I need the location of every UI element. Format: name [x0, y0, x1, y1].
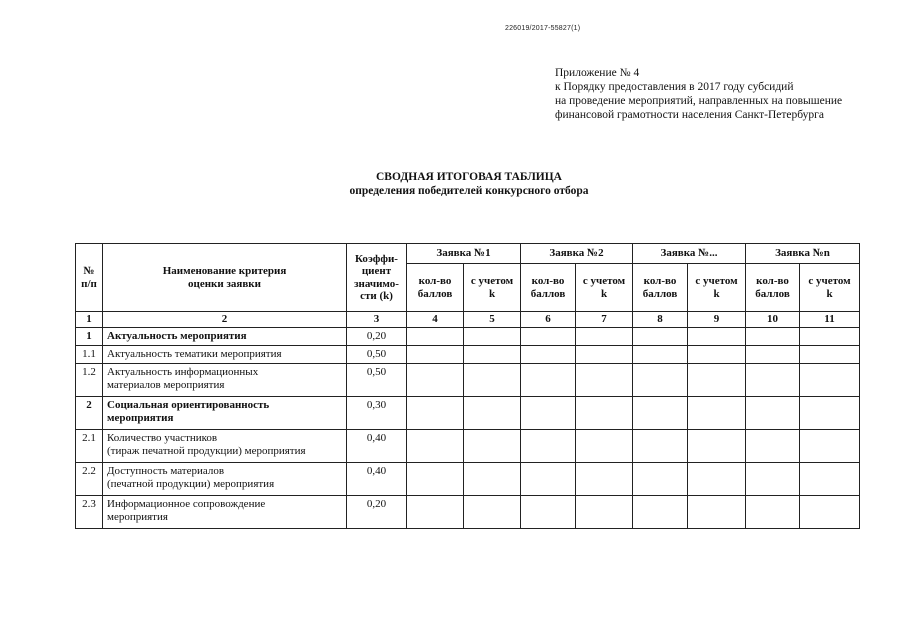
coefficient-value: 0,30 — [347, 397, 407, 430]
criterion-name — [103, 328, 347, 346]
header-points-line: баллов — [530, 287, 566, 300]
row-number: 2.1 — [76, 430, 103, 463]
header-with-k-line: с учетом — [695, 275, 738, 287]
criterion-name-line: Актуальность тематики мероприятия — [107, 348, 282, 360]
header-points — [521, 264, 576, 312]
weighted-cell[interactable] — [688, 397, 746, 430]
weighted-cell[interactable] — [688, 463, 746, 496]
header-coef-line: циент — [361, 265, 392, 277]
appendix-line: финансовой грамотности населения Санкт-Петербурга — [555, 109, 824, 121]
weighted-cell[interactable] — [576, 328, 633, 346]
weighted-cell[interactable] — [464, 346, 521, 364]
points-cell[interactable] — [407, 328, 464, 346]
weighted-cell[interactable] — [800, 397, 860, 430]
points-cell[interactable] — [407, 346, 464, 364]
column-index: 9 — [688, 312, 746, 328]
header-with-k — [464, 264, 521, 312]
title-sub: определения победителей конкурсного отбора — [349, 185, 589, 197]
column-index: 2 — [103, 312, 347, 328]
column-index: 11 — [800, 312, 860, 328]
table-row — [76, 364, 860, 397]
weighted-cell[interactable] — [464, 496, 521, 529]
header-with-k-line: k — [713, 287, 720, 300]
criterion-name-line: Актуальность информационных — [107, 366, 259, 378]
table-row — [76, 463, 860, 496]
weighted-cell[interactable] — [576, 397, 633, 430]
header-points-line: кол-во — [643, 275, 677, 287]
weighted-cell[interactable] — [800, 463, 860, 496]
weighted-cell[interactable] — [688, 346, 746, 364]
points-cell[interactable] — [746, 397, 800, 430]
header-points-line: кол-во — [756, 275, 789, 287]
weighted-cell[interactable] — [464, 397, 521, 430]
header-num-line: № — [83, 265, 95, 277]
points-cell[interactable] — [407, 364, 464, 397]
weighted-cell[interactable] — [688, 496, 746, 529]
table-body — [76, 328, 860, 529]
row-number: 1.2 — [76, 364, 103, 397]
criterion-name — [103, 397, 347, 430]
summary-table — [75, 243, 860, 529]
column-index: 5 — [464, 312, 521, 328]
row-number: 1 — [76, 328, 103, 346]
coefficient-value: 0,20 — [347, 328, 407, 346]
column-index: 4 — [407, 312, 464, 328]
table-row — [76, 346, 860, 364]
header-application-n: Заявка №n — [746, 244, 860, 264]
table-row — [76, 430, 860, 463]
weighted-cell[interactable] — [576, 430, 633, 463]
appendix-line: к Порядку предоставления в 2017 году субсидий — [555, 81, 794, 93]
coefficient-value: 0,20 — [347, 496, 407, 529]
weighted-cell[interactable] — [576, 463, 633, 496]
points-cell[interactable] — [746, 430, 800, 463]
coefficient-value: 0,50 — [347, 364, 407, 397]
header-points-line: баллов — [755, 287, 790, 300]
coefficient-value: 0,50 — [347, 346, 407, 364]
header-criterion-line: оценки заявки — [188, 277, 261, 290]
points-cell[interactable] — [521, 364, 576, 397]
coefficient-value: 0,40 — [347, 463, 407, 496]
weighted-cell[interactable] — [688, 430, 746, 463]
header-with-k — [576, 264, 633, 312]
header-coef-line: Коэффи- — [355, 252, 398, 265]
header-points — [633, 264, 688, 312]
column-index: 8 — [633, 312, 688, 328]
header-with-k — [688, 264, 746, 312]
points-cell[interactable] — [407, 397, 464, 430]
criterion-name-line: Информационное сопровождение — [107, 498, 266, 510]
criterion-name-line: Количество участников — [107, 432, 218, 444]
weighted-cell[interactable] — [800, 328, 860, 346]
weighted-cell[interactable] — [576, 364, 633, 397]
points-cell[interactable] — [633, 463, 688, 496]
column-index: 7 — [576, 312, 633, 328]
appendix-note — [555, 66, 842, 122]
weighted-cell[interactable] — [688, 328, 746, 346]
weighted-cell[interactable] — [800, 430, 860, 463]
points-cell[interactable] — [407, 496, 464, 529]
header-criterion-line: Наименование критерия — [162, 265, 287, 277]
row-number: 2 — [76, 397, 103, 430]
points-cell[interactable] — [521, 346, 576, 364]
header-with-k-line: k — [488, 287, 496, 300]
column-index: 1 — [76, 312, 103, 328]
points-cell[interactable] — [633, 328, 688, 346]
header-coef-line: сти (k) — [360, 290, 393, 302]
table-row — [76, 496, 860, 529]
points-cell[interactable] — [633, 430, 688, 463]
weighted-cell[interactable] — [464, 430, 521, 463]
table-row — [76, 328, 860, 346]
header-application-etc: Заявка №... — [633, 244, 746, 264]
header-points — [746, 264, 800, 312]
header-with-k-line: с учетом — [470, 275, 514, 287]
header-with-k — [800, 264, 860, 312]
weighted-cell[interactable] — [688, 364, 746, 397]
points-cell[interactable] — [521, 463, 576, 496]
title-main: СВОДНАЯ ИТОГОВАЯ ТАБЛИЦА — [376, 171, 562, 183]
header-points-line: кол-во — [531, 275, 565, 287]
criterion-name — [103, 463, 347, 496]
criterion-name-line: материалов мероприятия — [107, 378, 225, 391]
criterion-name-line: мероприятия — [107, 510, 168, 523]
table-row — [76, 397, 860, 430]
weighted-cell[interactable] — [464, 364, 521, 397]
coefficient-value: 0,40 — [347, 430, 407, 463]
criterion-name — [103, 430, 347, 463]
header-application-1: Заявка №1 — [407, 244, 521, 264]
row-number: 1.1 — [76, 346, 103, 364]
header-with-k-line: с учетом — [582, 275, 626, 287]
column-index: 3 — [347, 312, 407, 328]
points-cell[interactable] — [521, 430, 576, 463]
points-cell[interactable] — [746, 346, 800, 364]
weighted-cell[interactable] — [800, 364, 860, 397]
row-number: 2.3 — [76, 496, 103, 529]
header-points-line: баллов — [417, 287, 453, 300]
criterion-name-line: (тираж печатной продукции) мероприятия — [107, 444, 306, 457]
header-coefficient — [347, 244, 407, 312]
header-criterion — [103, 244, 347, 312]
column-index: 6 — [521, 312, 576, 328]
weighted-cell[interactable] — [464, 328, 521, 346]
points-cell[interactable] — [633, 397, 688, 430]
header-with-k-line: k — [600, 287, 608, 300]
criterion-name — [103, 364, 347, 397]
criterion-name — [103, 346, 347, 364]
header-application-2: Заявка №2 — [521, 244, 633, 264]
weighted-cell[interactable] — [800, 496, 860, 529]
criterion-name-line: (печатной продукции) мероприятия — [107, 477, 275, 490]
appendix-line: Приложение № 4 — [555, 67, 640, 79]
points-cell[interactable] — [746, 463, 800, 496]
appendix-line: на проведение мероприятий, направленных на повышение — [555, 95, 843, 107]
header-points-line: баллов — [642, 287, 678, 300]
weighted-cell[interactable] — [576, 346, 633, 364]
row-number: 2.2 — [76, 463, 103, 496]
points-cell[interactable] — [407, 430, 464, 463]
criterion-name-line: Социальная ориентированность — [107, 399, 270, 411]
header-coef-line: значимо- — [354, 277, 399, 290]
weighted-cell[interactable] — [800, 346, 860, 364]
points-cell[interactable] — [521, 328, 576, 346]
weighted-cell[interactable] — [464, 463, 521, 496]
points-cell[interactable] — [633, 346, 688, 364]
column-index: 10 — [746, 312, 800, 328]
criterion-name-line: мероприятия — [107, 411, 174, 424]
column-index-row — [76, 312, 860, 328]
points-cell[interactable] — [633, 364, 688, 397]
points-cell[interactable] — [633, 496, 688, 529]
header-points — [407, 264, 464, 312]
weighted-cell[interactable] — [576, 496, 633, 529]
points-cell[interactable] — [746, 328, 800, 346]
document-title — [0, 170, 905, 198]
points-cell[interactable] — [746, 496, 800, 529]
header-with-k-line: k — [826, 287, 833, 300]
points-cell[interactable] — [746, 364, 800, 397]
points-cell[interactable] — [407, 463, 464, 496]
header-num-line: п/п — [81, 277, 97, 290]
header-num — [76, 244, 103, 312]
document-id: 226019/2017-55827(1) — [505, 25, 581, 32]
points-cell[interactable] — [521, 496, 576, 529]
points-cell[interactable] — [521, 397, 576, 430]
header-points-line: кол-во — [418, 275, 452, 287]
header-with-k-line: с учетом — [808, 275, 851, 287]
criterion-name-line: Доступность материалов — [107, 465, 225, 477]
criterion-name-line: Актуальность мероприятия — [107, 330, 247, 342]
criterion-name — [103, 496, 347, 529]
